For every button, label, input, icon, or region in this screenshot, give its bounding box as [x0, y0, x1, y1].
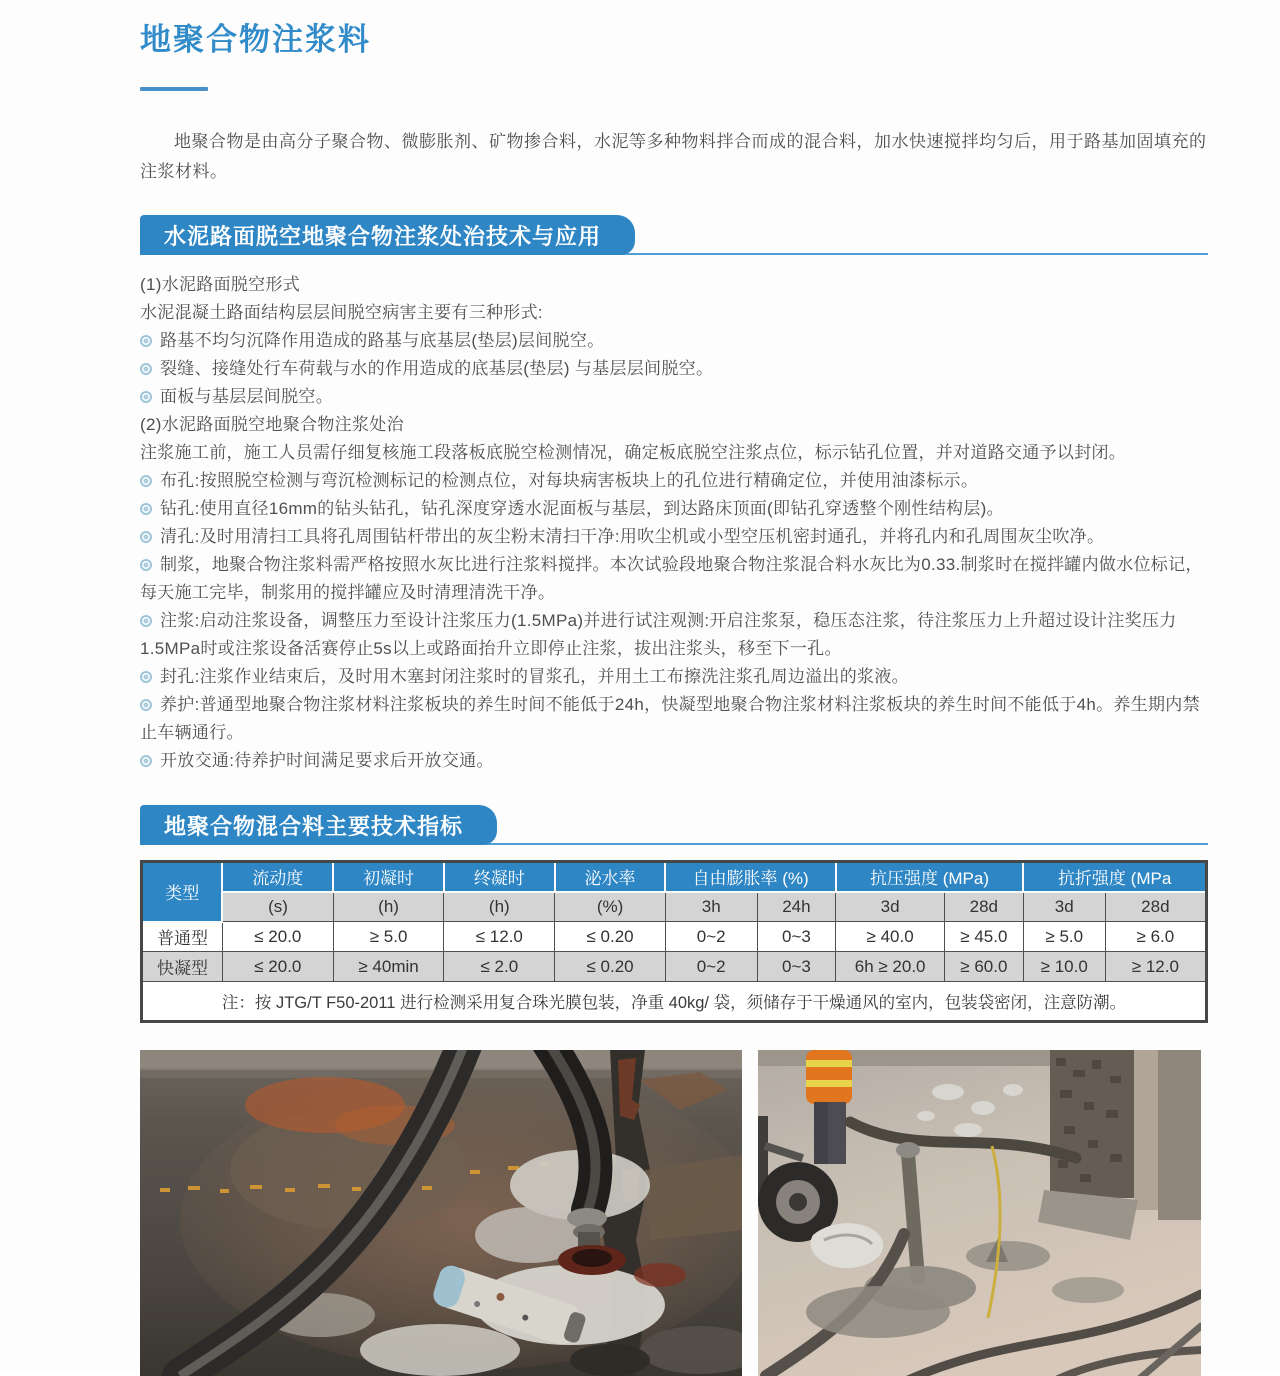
section-specs-header [140, 805, 1208, 845]
table-cell: 6h ≥ 20.0 [836, 952, 945, 982]
bullet-item [140, 355, 1208, 383]
table-corner-header: 类型 [142, 862, 223, 922]
item-text: (1)水泥路面脱空形式 [140, 275, 301, 294]
bullet-item [140, 467, 1208, 495]
table-cell: ≤ 0.20 [555, 922, 666, 952]
item-text: (2)水泥路面脱空地聚合物注浆处治 [140, 415, 404, 434]
table-note: 注：按 JTG/T F50-2011 进行检测采用复合珠光膜包装，净重 40kg/ 袋，须储存于干燥通风的室内，包装袋密闭，注意防潮。 [142, 982, 1207, 1022]
bullet-item [140, 523, 1208, 551]
photo-grouting-hose-on-pavement [140, 1050, 742, 1376]
page-title: 地聚合物注浆料 [140, 22, 371, 57]
column-sub-header: (%) [555, 892, 666, 922]
table-cell: ≥ 5.0 [1023, 922, 1105, 952]
ring-bullet-icon [140, 615, 152, 627]
ring-bullet-icon [140, 755, 152, 767]
item-text: 布孔:按照脱空检测与弯沉检测标记的检测点位，对每块病害板块上的孔位进行精确定位，并使用油漆标示。 [160, 471, 979, 490]
table-cell: 0~2 [665, 952, 757, 982]
column-sub-header: 3d [836, 892, 945, 922]
bullet-item [140, 663, 1208, 691]
intro-paragraph: 地聚合物是由高分子聚合物、微膨胀剂、矿物掺合料，水泥等多种物料拌合而成的混合料，加水快速搅拌均匀后，用于路基加固填充的注浆材料。 [140, 132, 1207, 181]
table-cell: ≥ 10.0 [1023, 952, 1105, 982]
section-specs-banner: 地聚合物混合料主要技术指标 [140, 805, 497, 845]
column-sub-header: 3d [1023, 892, 1105, 922]
ring-bullet-icon [140, 391, 152, 403]
column-sub-header: 3h [665, 892, 757, 922]
column-sub-header: (s) [222, 892, 333, 922]
table-cell: 0~3 [757, 952, 836, 982]
ring-bullet-icon [140, 503, 152, 515]
ring-bullet-icon [140, 559, 152, 571]
bullet-item [140, 327, 1208, 355]
section-tech-header [140, 215, 1208, 255]
table-row [142, 922, 1207, 952]
plain-item [140, 271, 1208, 299]
bullet-item [140, 747, 1208, 775]
title-underline-dash [140, 87, 208, 91]
table-cell: ≤ 20.0 [222, 922, 333, 952]
table-cell: ≥ 60.0 [944, 952, 1023, 982]
item-text: 路基不均匀沉降作用造成的路基与底基层(垫层)层间脱空。 [160, 331, 605, 350]
column-group-header: 泌水率 [555, 862, 666, 892]
column-sub-header: 28d [1105, 892, 1206, 922]
column-group-header: 抗折强度 (MPa [1023, 862, 1206, 892]
column-sub-header: 28d [944, 892, 1023, 922]
item-text: 钻孔:使用直径16mm的钻头钻孔，钻孔深度穿透水泥面板与基层，到达路床顶面(即钻孔穿透整个刚性结构层)。 [160, 499, 1004, 518]
photo-construction-site-grouting [758, 1050, 1201, 1376]
bullet-item [140, 691, 1208, 747]
ring-bullet-icon [140, 335, 152, 347]
item-text: 水泥混凝土路面结构层层间脱空病害主要有三种形式: [140, 303, 543, 322]
spec-table [140, 860, 1208, 1023]
table-cell: ≤ 2.0 [444, 952, 555, 982]
tech-items-list [140, 271, 1208, 775]
section-tech-banner: 水泥路面脱空地聚合物注浆处治技术与应用 [140, 215, 635, 255]
plain-item [140, 411, 1208, 439]
column-group-header: 初凝时 [333, 862, 444, 892]
row-header: 普通型 [142, 922, 223, 952]
table-row [142, 952, 1207, 982]
photo-row [140, 1050, 1208, 1376]
row-header: 快凝型 [142, 952, 223, 982]
ring-bullet-icon [140, 363, 152, 375]
ring-bullet-icon [140, 671, 152, 683]
item-text: 注浆:启动注浆设备，调整压力至设计注浆压力(1.5MPa)并进行试注观测:开启注浆泵，稳压态注浆，待注浆压力上升超过设计注奖压力1.5MPa时或注浆设备活赛停止5s以上或路面抬升立即停止注浆，拔出注浆头，移至下一孔。 [140, 611, 1177, 658]
column-sub-header: (h) [444, 892, 555, 922]
bullet-item [140, 551, 1208, 607]
ring-bullet-icon [140, 699, 152, 711]
table-cell: ≤ 0.20 [555, 952, 666, 982]
column-group-header: 自由膨胀率 (%) [665, 862, 835, 892]
table-cell: 0~2 [665, 922, 757, 952]
table-cell: ≥ 45.0 [944, 922, 1023, 952]
item-text: 封孔:注浆作业结束后，及时用木塞封闭注浆时的冒浆孔，并用土工布擦洗注浆孔周边溢出的浆液。 [160, 667, 909, 686]
construction-site-photo-art [758, 1050, 1201, 1376]
item-text: 面板与基层层间脱空。 [160, 387, 333, 406]
item-text: 制浆，地聚合物注浆料需严格按照水灰比进行注浆料搅拌。本次试验段地聚合物注浆混合料水灰比为0.33.制浆时在搅拌罐内做水位标记，每天施工完毕，制浆用的搅拌罐应及时清理清洗干净。 [140, 555, 1203, 602]
table-cell: 0~3 [757, 922, 836, 952]
column-group-header: 流动度 [222, 862, 333, 892]
column-group-header: 终凝时 [444, 862, 555, 892]
ring-bullet-icon [140, 475, 152, 487]
ring-bullet-icon [140, 531, 152, 543]
table-cell: ≤ 12.0 [444, 922, 555, 952]
column-sub-header: (h) [333, 892, 444, 922]
plain-item [140, 439, 1208, 467]
grouting-hose-photo-art [140, 1050, 742, 1376]
column-sub-header: 24h [757, 892, 836, 922]
bullet-item [140, 495, 1208, 523]
item-text: 清孔:及时用清扫工具将孔周围钻杆带出的灰尘粉末清扫干净:用吹尘机或小型空压机密封通孔，并将孔内和孔周围灰尘吹净。 [160, 527, 1105, 546]
column-group-header: 抗压强度 (MPa) [836, 862, 1023, 892]
bullet-item [140, 607, 1208, 663]
table-cell: ≥ 40.0 [836, 922, 945, 952]
table-cell: ≥ 5.0 [333, 922, 444, 952]
table-cell: ≥ 6.0 [1105, 922, 1206, 952]
plain-item [140, 299, 1208, 327]
table-cell: ≥ 40min [333, 952, 444, 982]
bullet-item [140, 383, 1208, 411]
item-text: 养护:普通型地聚合物注浆材料注浆板块的养生时间不能低于24h，快凝型地聚合物注浆材料注浆板块的养生时间不能低于4h。养生期内禁止车辆通行。 [140, 695, 1200, 742]
table-cell: ≥ 12.0 [1105, 952, 1206, 982]
item-text: 裂缝、接缝处行车荷载与水的作用造成的底基层(垫层) 与基层层间脱空。 [160, 359, 714, 378]
item-text: 开放交通:待养护时间满足要求后开放交通。 [160, 751, 494, 770]
item-text: 注浆施工前，施工人员需仔细复核施工段落板底脱空检测情况，确定板底脱空注浆点位，标示钻孔位置，并对道路交通予以封闭。 [140, 443, 1127, 462]
table-cell: ≤ 20.0 [222, 952, 333, 982]
